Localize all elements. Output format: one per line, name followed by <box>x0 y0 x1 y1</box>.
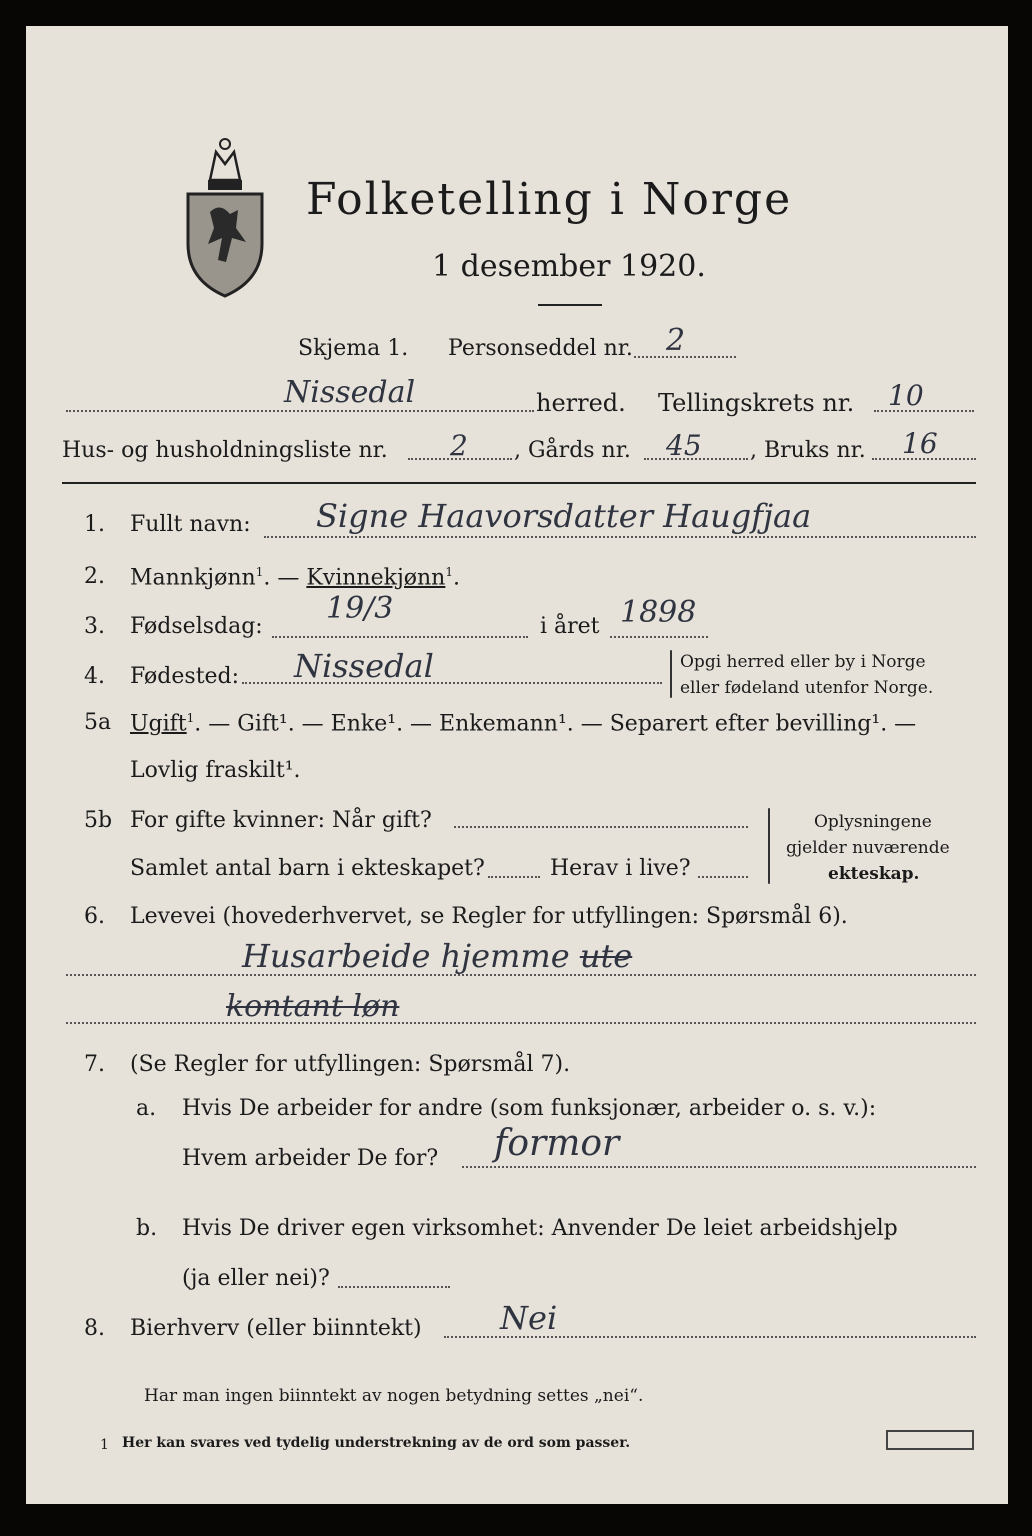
q1-number: 1. <box>84 512 105 537</box>
q5a-number: 5a <box>84 710 112 735</box>
q6-value-2: kontant løn <box>226 989 400 1024</box>
q3-field <box>272 636 528 638</box>
gards-label: , Gårds nr. <box>514 438 631 463</box>
q2-kvinne: Kvinnekjønn <box>306 565 446 591</box>
q7a-field <box>462 1166 976 1168</box>
personseddel-label: Personseddel nr. <box>448 336 633 361</box>
hus-label: Hus- og husholdningsliste nr. <box>62 438 388 463</box>
q7-label: (Se Regler for utfyllingen: Spørsmål 7). <box>130 1052 571 1077</box>
footer-note: Har man ingen biinntekt av nogen betydning settes „nei“. <box>144 1386 644 1406</box>
q6-number: 6. <box>84 904 105 929</box>
q7b-field <box>338 1286 450 1288</box>
tellingskrets-label: Tellingskrets nr. <box>658 389 855 417</box>
q5a-rest: . — Gift¹. — Enke¹. — Enkemann¹. — Separert efter bevilling¹. — <box>194 711 917 737</box>
q5b-note-1: Oplysningene <box>814 812 932 832</box>
printer-stamp <box>886 1430 974 1450</box>
q3-number: 3. <box>84 614 105 639</box>
q2-sep: . — <box>263 565 300 591</box>
q5b-label-1: For gifte kvinner: Når gift? <box>130 808 432 833</box>
q1-field <box>264 536 976 538</box>
footnote-text: Her kan svares ved tydelig understrekning av de ord som passer. <box>122 1435 631 1451</box>
gards-value: 45 <box>666 429 702 462</box>
q1-value: Signe Haavorsdatter Haugfjaa <box>316 497 812 535</box>
q6-value-1 <box>242 937 633 975</box>
q3-year-label: i året <box>540 614 600 639</box>
herred-value: Nissedal <box>284 375 416 410</box>
q5b-alive-field <box>698 876 748 878</box>
footnote-mark: 1 <box>100 1437 109 1453</box>
bruks-label: , Bruks nr. <box>750 438 866 463</box>
q3-value: 19/3 <box>326 591 394 626</box>
hus-value: 2 <box>450 429 468 462</box>
q4-value: Nissedal <box>294 647 434 685</box>
q5b-note-3: ekteskap. <box>828 864 920 884</box>
personseddel-field <box>634 356 736 358</box>
personseddel-value: 2 <box>666 323 686 358</box>
coat-of-arms-icon <box>180 132 270 302</box>
q7b-question: (ja eller nei)? <box>182 1266 330 1291</box>
q3-label: Fødselsdag: <box>130 614 263 639</box>
bruks-value: 16 <box>902 427 938 460</box>
tellingskrets-value: 10 <box>888 379 924 412</box>
herred-label: herred. <box>536 389 626 417</box>
census-date: 1 desember 1920. <box>432 249 706 284</box>
q7a-value: formor <box>494 1123 620 1164</box>
q5b-label-3: Herav i live? <box>550 856 691 881</box>
title-divider <box>538 304 602 306</box>
header-divider <box>62 482 976 484</box>
q4-note-1: Opgi herred eller by i Norge <box>680 652 926 672</box>
q5b-married-field <box>454 826 748 828</box>
q5b-note-2: gjelder nuværende <box>786 838 950 858</box>
q4-brace <box>670 650 672 698</box>
q6-label: Levevei (hovederhvervet, se Regler for utfyllingen: Spørsmål 6). <box>130 904 848 929</box>
q3-year-field <box>610 636 708 638</box>
q5b-number: 5b <box>84 808 113 833</box>
q2-mann: Mannkjønn <box>130 565 256 591</box>
q8-label: Bierhverv (eller biinntekt) <box>130 1316 422 1341</box>
q4-number: 4. <box>84 664 105 689</box>
q2-number: 2. <box>84 564 105 589</box>
q7a-question: Hvem arbeider De for? <box>182 1146 439 1171</box>
q2-options: Mannkjønn$^1$. — Kvinnekjønn$^1$. <box>130 565 460 591</box>
q1-label: Fullt navn: <box>130 512 251 537</box>
q6-value-struck: ute <box>579 937 633 975</box>
q5a-line2: Lovlig fraskilt¹. <box>130 758 301 783</box>
q7b-text: Hvis De driver egen virksomhet: Anvender De leiet arbeidshjelp <box>182 1216 898 1241</box>
q8-value: Nei <box>500 1299 558 1337</box>
q3-year-value: 1898 <box>620 595 697 630</box>
q8-number: 8. <box>84 1316 105 1341</box>
q6-field-2 <box>66 1022 976 1024</box>
skjema-label: Skjema 1. <box>298 336 409 361</box>
form-title: Folketelling i Norge <box>306 174 793 225</box>
census-form <box>26 26 1008 1504</box>
q7b-letter: b. <box>136 1216 158 1241</box>
q4-label: Fødested: <box>130 664 240 689</box>
q6-value-main: Husarbeide hjemme <box>242 937 570 975</box>
q5a-options: Ugift$^1$. — Gift¹. — Enke¹. — Enkemann¹. — Separert efter bevilling¹. — <box>130 711 917 737</box>
q7a-text: Hvis De arbeider for andre (som funksjonær, arbeider o. s. v.): <box>182 1096 877 1121</box>
q4-note-2: eller fødeland utenfor Norge. <box>680 678 934 698</box>
q2-end: . <box>453 565 460 591</box>
herred-field <box>66 410 534 412</box>
q5a-ugift: Ugift <box>130 711 187 737</box>
q7-number: 7. <box>84 1052 105 1077</box>
q5b-label-2: Samlet antal barn i ekteskapet? <box>130 856 485 881</box>
q5b-children-field <box>488 876 540 878</box>
q7a-letter: a. <box>136 1096 157 1121</box>
q5b-brace <box>768 808 770 884</box>
